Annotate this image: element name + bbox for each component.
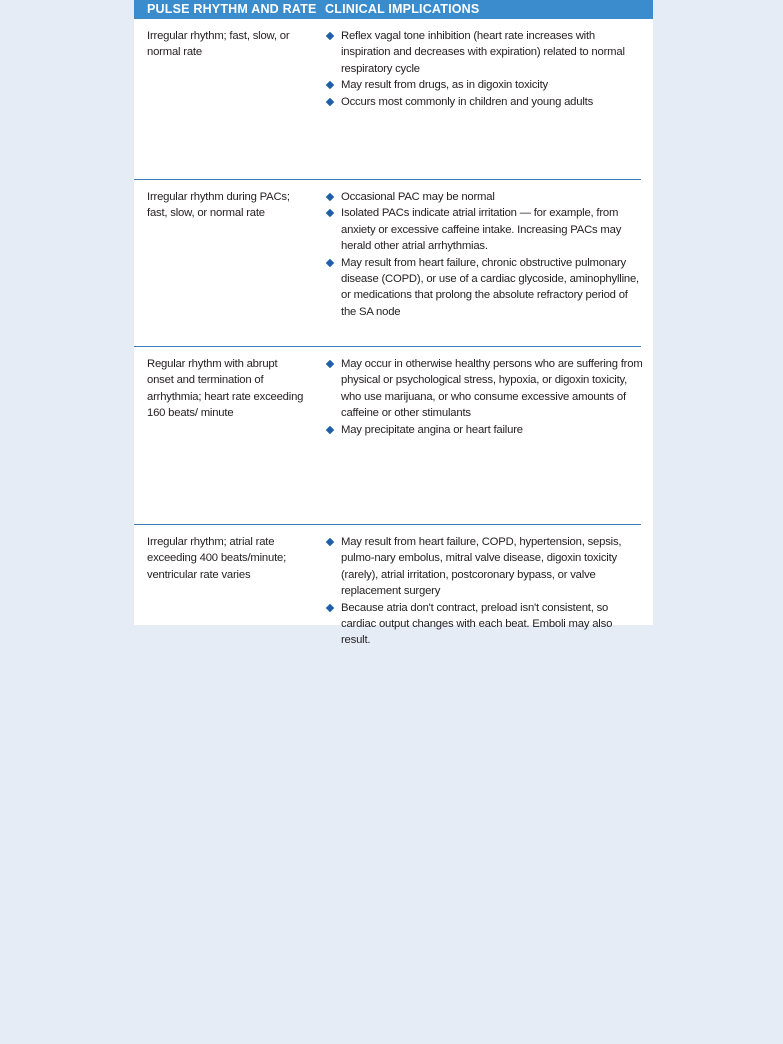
implication-text: May result from heart failure, chronic obstructive pulmonary disease (COPD), or use of a cardiac glycoside, aminophylline, or medications that prolong the absolute refractory period of the SA node [341,256,639,318]
table-header [134,0,653,19]
implications-list [325,189,643,320]
implication-text: May occur in otherwise healthy persons who are suffering from physical or psychological stress, hypoxia, or digoxin toxicity, who use marijuana, or who consume excessive amounts of caffeine or other stimulants [341,358,643,420]
pulse-rhythm-table [134,0,653,647]
list-item [325,255,643,321]
diamond-bullet-icon [326,538,334,546]
list-item [325,189,643,205]
diamond-bullet-icon [326,360,334,368]
column-header-pulse-rhythm: PULSE RHYTHM AND RATE [147,2,317,16]
implication-text: Isolated PACs indicate atrial irritation — for example, from anxiety or excessive caffeine intake. Increasing PACs may herald other atrial arrhythmias. [341,207,622,253]
list-item [325,77,643,93]
list-item [325,600,643,649]
implications-list [325,28,643,110]
rhythm-cell: Irregular rhythm; fast, slow, or normal rate [147,30,290,59]
list-item [325,94,643,110]
diamond-bullet-icon [326,193,334,201]
list-item [325,28,643,77]
implications-cell [325,189,643,320]
implication-text: Because atria don't contract, preload isn't consistent, so cardiac output changes with each beat. Emboli may also result. [341,601,613,647]
list-item [325,534,643,600]
table-row [134,525,641,647]
table-row [134,180,641,347]
diamond-bullet-icon [326,603,334,611]
implications-list [325,356,643,438]
implication-text: May precipitate angina or heart failure [341,423,523,436]
rhythm-cell: Irregular rhythm during PACs; fast, slow, or normal rate [147,191,290,220]
diamond-bullet-icon [326,425,334,433]
implication-text: Occurs most commonly in children and young adults [341,95,594,108]
implication-text: Occasional PAC may be normal [341,191,495,203]
diamond-bullet-icon [326,32,334,40]
list-item [325,205,643,254]
column-header-clinical-implications: CLINICAL IMPLICATIONS [325,2,480,16]
diamond-bullet-icon [326,97,334,105]
diamond-bullet-icon [326,209,334,217]
rhythm-cell: Irregular rhythm; atrial rate exceeding 400 beats/minute; ventricular rate varies [147,536,287,581]
implications-cell [325,28,643,110]
table-row [134,347,641,525]
implications-cell [325,356,643,438]
implication-text: Reflex vagal tone inhibition (heart rate increases with inspiration and decreases with expiration) related to normal respiratory cycle [341,30,625,75]
rhythm-cell: Regular rhythm with abrupt onset and termination of arrhythmia; heart rate exceeding 160 beats/ minute [147,358,304,420]
diamond-bullet-icon [326,81,334,89]
implications-cell [325,534,643,649]
table-row [134,19,641,180]
list-item [325,356,643,422]
implications-list [325,534,643,649]
list-item [325,422,643,438]
diamond-bullet-icon [326,258,334,266]
implication-text: May result from drugs, as in digoxin toxicity [341,79,548,92]
implication-text: May result from heart failure, COPD, hypertension, sepsis, pulmo-nary embolus, mitral valve disease, digoxin toxicity (rarely), atrial irritation, postcoronary bypass, or valve replacement surgery [341,536,622,598]
